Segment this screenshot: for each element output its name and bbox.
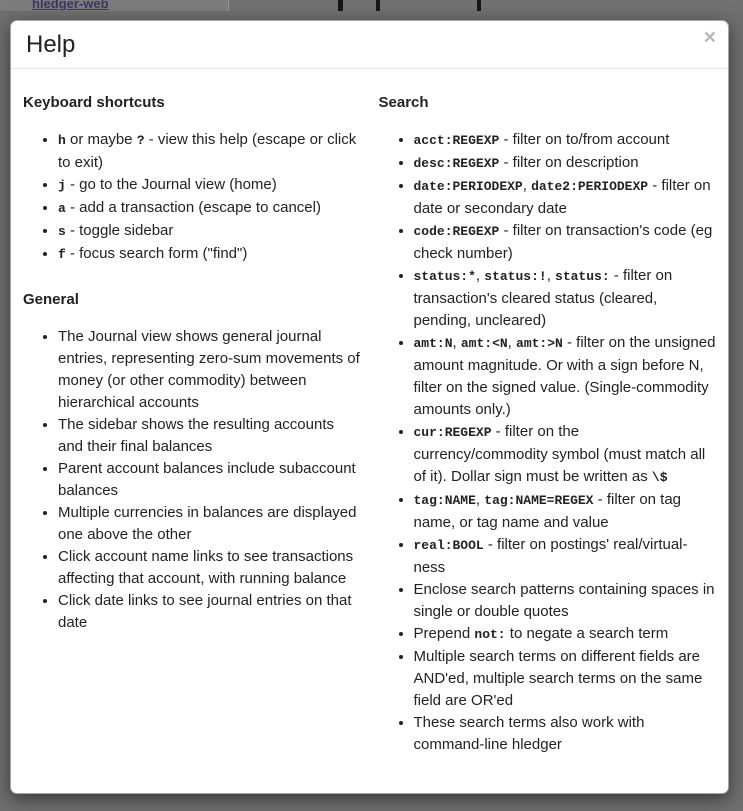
help-column-left: [23, 93, 361, 756]
help-list: [23, 129, 361, 266]
code-term: a: [58, 201, 66, 216]
help-list-item: • Click date links to see journal entries on that date: [58, 590, 361, 634]
code-term: h: [58, 133, 66, 148]
code-term: not:: [474, 627, 506, 642]
code-term: amt:N: [413, 336, 453, 351]
help-list: [23, 326, 361, 634]
code-term: date2:PERIODEXP: [531, 179, 649, 194]
section-heading: Keyboard shortcuts: [23, 94, 165, 111]
background-heading-fragment: [376, 0, 380, 11]
code-term: tag:NAME=REGEX: [484, 493, 594, 508]
code-term: status:: [555, 269, 610, 284]
background-page-top: [0, 0, 743, 11]
help-list-item: • h or maybe ? - view this help (escape or click to exit): [58, 129, 361, 174]
code-term: ?: [136, 133, 145, 148]
help-list-item: • Prepend not: to negate a search term: [414, 623, 717, 646]
background-heading-fragment: [338, 0, 343, 11]
help-list-item: • acct:REGEXP - filter on to/from account: [414, 129, 717, 152]
help-list-item: • j - go to the Journal view (home): [58, 174, 361, 197]
help-list-item: • The sidebar shows the resulting accounts and their final balances: [58, 414, 361, 458]
help-list-item: • s - toggle sidebar: [58, 220, 361, 243]
code-term: real:BOOL: [413, 538, 484, 553]
help-list-item: • The Journal view shows general journal entries, representing zero-sum movements of money (or other commodity) between hierarchical accounts: [58, 326, 361, 414]
background-column-divider: [228, 0, 229, 11]
code-term: \$: [651, 470, 668, 485]
help-list-item: • These search terms also work with command-line hledger: [414, 712, 717, 756]
code-term: amt:>N: [516, 336, 563, 351]
code-term: j: [58, 178, 66, 193]
modal-header: [11, 21, 728, 69]
code-term: tag:NAME: [413, 493, 476, 508]
code-term: code:REGEXP: [413, 224, 500, 239]
help-list-item: • cur:REGEXP - filter on the currency/commodity symbol (must match all of it). Dollar sign must be written as \$: [414, 421, 717, 489]
help-list-item: • Multiple search terms on different fields are AND'ed, multiple search terms on the same field are OR'ed: [414, 646, 717, 712]
modal-body: [11, 69, 728, 776]
code-term: date:PERIODEXP: [413, 179, 523, 194]
modal-title: Help: [26, 31, 76, 58]
help-list-item: • a - add a transaction (escape to cancel): [58, 197, 361, 220]
help-list-item: • amt:N, amt:<N, amt:>N - filter on the unsigned amount magnitude. Or with a sign before N, filter on the signed value. (Single-commodity amounts only.): [414, 332, 717, 421]
help-list-item: • tag:NAME, tag:NAME=REGEX - filter on tag name, or tag name and value: [414, 489, 717, 534]
code-term: desc:REGEXP: [413, 156, 500, 171]
help-list-item: • f - focus search form ("find"): [58, 243, 361, 266]
help-column-right: [379, 93, 717, 756]
help-list-item: • Parent account balances include subaccount balances: [58, 458, 361, 502]
help-list-item: • date:PERIODEXP, date2:PERIODEXP - filter on date or secondary date: [414, 175, 717, 220]
code-term: f: [58, 247, 66, 262]
help-list-item: • Enclose search patterns containing spaces in single or double quotes: [414, 579, 717, 623]
section-heading: General: [23, 291, 79, 308]
help-list-item: • real:BOOL - filter on postings' real/virtual-ness: [414, 534, 717, 579]
app-title-link[interactable]: hledger-web: [32, 0, 109, 11]
code-term: acct:REGEXP: [413, 133, 500, 148]
help-list: [379, 129, 717, 756]
code-term: cur:REGEXP: [413, 425, 492, 440]
help-list-item: • desc:REGEXP - filter on description: [414, 152, 717, 175]
help-list-item: • Multiple currencies in balances are displayed one above the other: [58, 502, 361, 546]
code-term: s: [58, 224, 66, 239]
help-list-item: • status:*, status:!, status: - filter on transaction's cleared status (cleared, pending, uncleared): [414, 265, 717, 332]
code-term: status:!: [484, 269, 547, 284]
close-icon[interactable]: ×: [703, 26, 716, 49]
help-list-item: • code:REGEXP - filter on transaction's code (eg check number): [414, 220, 717, 265]
help-list-item: • Click account name links to see transactions affecting that account, with running balance: [58, 546, 361, 590]
help-modal: [10, 20, 729, 794]
background-heading-fragment: [477, 0, 481, 11]
code-term: status:*: [413, 269, 476, 284]
section-heading: Search: [378, 94, 429, 111]
code-term: amt:<N: [460, 336, 508, 351]
